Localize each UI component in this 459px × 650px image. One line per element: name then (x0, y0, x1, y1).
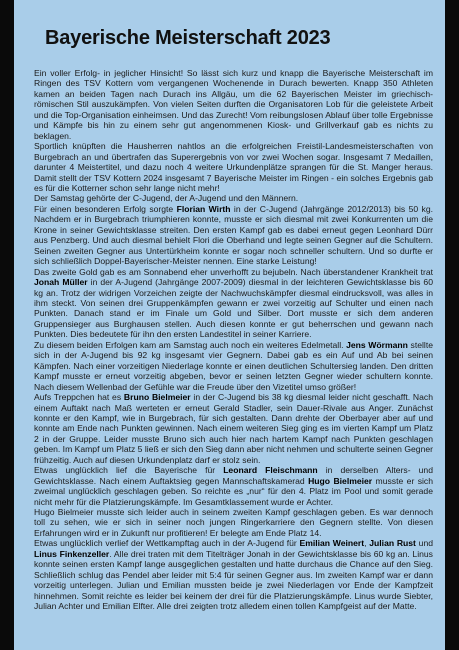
article-paragraph (34, 193, 433, 203)
paragraph-text: stellte sich in der A-Jugend bis 92 kg insgesamt vier Gegnern. Dabei gab es ein Auf und Ab bei seinen Kämpfen. Nach einer vorzeitigen Niederlage konnte er einen deutlichen Schultersieg landen. Den dritten Kampf musste er erneut vorzeitig abgeben, bevor er seinen letzten Gegner wieder schultern konnte. Nach diesem Wellenbad der Gefühle war die Freude über den Vizetitel umso größer! (34, 339, 433, 392)
athlete-name: Linus Finkenzeller (34, 548, 110, 559)
paragraph-text: Ein voller Erfolg- in jeglicher Hinsicht! So lässt sich kurz und knapp die Bayerische Meisterschaft im Ringen des TSV Kottern vom vergangenen Wochenende in Durach bewerten. Knapp 350 Athleten kamen an beiden Tagen nach Durach ins Allgäu, um die 62 Bayerischen Meister im griechisch-römischen Stil auszukämpfen. Von vielen Seiten durften die Organisatoren Lob für die geleistete Arbeit und die Top-Organisation einheimsen. Und das Zurecht! Vom reibungslosen Ablauf über tolle Ergebnisse und Kämpfe bis hin zu einem sehr gut angenommenen Kiosk- und Grillverkauf gab es nichts zu beklagen. (34, 68, 433, 141)
article-paragraph (34, 68, 433, 141)
document-page (14, 0, 445, 650)
athlete-name: Emilian Weinert (299, 538, 365, 549)
paragraph-text: Das zweite Gold gab es am Sonnabend eher unverhofft zu bejubeln. Nach überstandener Krankheit trat (34, 266, 433, 277)
paragraph-text: Der Samstag gehörte der C-Jugend, der A-Jugend und den Männern. (34, 193, 299, 204)
article-paragraph (34, 465, 433, 507)
article-paragraph (34, 267, 433, 340)
article-paragraph (34, 507, 433, 538)
article-paragraph (34, 392, 433, 465)
paragraph-text: musste er sich zweimal unglücklich geschlagen geben. So reichte es „nur“ für den 4. Platz im Pool und somit gerade nicht mehr für die Platzierungskämpfe. Im Gesamtklassement wurde er Achter. (34, 475, 433, 507)
paragraph-text: Zu diesem beiden Erfolgen kam am Samstag auch noch ein weiteres Edelmetall. (34, 339, 347, 350)
article-paragraph (34, 340, 433, 392)
athlete-name: Florian Wirth (176, 203, 231, 214)
paragraph-text: Sportlich knüpften die Hausherren nahtlos an die erfolgreichen Freistil-Landesmeisterschaften von Burgebrach an und übertrafen das Superergebnis von vor zwei Wochen sogar. Insgesamt 7 Medaillen, darunter 4 Meistertitel, und dazu noch 4 weitere Urkundenplätze sprangen für die St. Manger heraus. Damit stellt der TSV Kottern 2024 insgesamt 7 Bayerische Meister im Ringen - ein solches Ergebnis gab es für die Kotterner schon sehr lange nicht mehr! (34, 141, 433, 193)
article-paragraph (34, 204, 433, 267)
athlete-name: Leonard Fleischmann (223, 465, 318, 476)
paragraph-text: Hugo Bielmeier musste sich leider auch in seinem zweiten Kampf geschlagen geben. Es war dennoch toll zu sehen, wie er sich in seiner noch jungen Ringerkarriere den Gegnern stellte. Von diesen Erfahrungen wird er in Zukunft nur profitieren! Er belegte am Ende Platz 14. (34, 507, 433, 538)
athlete-name: Julian Rust (369, 538, 416, 549)
paragraph-text: Etwas unglücklich lief die Bayerische für (34, 465, 224, 476)
article-body (34, 68, 433, 612)
article-paragraph (34, 141, 433, 193)
athlete-name: Bruno Bielmeier (123, 392, 191, 403)
paragraph-text: Etwas unglücklich verlief der Wettkampftag auch in der A-Jugend für (34, 538, 300, 549)
article-paragraph (34, 538, 433, 611)
document-title: Bayerische Meisterschaft 2023 (45, 27, 331, 49)
paragraph-text: Aufs Treppchen hat es (34, 392, 124, 403)
paragraph-text: in derselben Alters- und Gewichtsklasse. Nach einem Auftaktsieg gegen Mannschaftskamerad (34, 465, 433, 486)
athlete-name: Jens Wörmann (346, 339, 408, 350)
paragraph-text: in der A-Jugend (Jahrgänge 2007-2009) diesmal in der leichteren Gewichtsklasse bis 60 kg an. Trotz der widrigen Vorzeichen zeigte der Nachwuchskämpfer diesmal eindrucksvoll, was alles in ihm steckt. Von seinen drei Gruppenkämpfen gewann er zwei vorzeitig auf Schulter und einen nach Punkten. Danach stand er im Finale um Gold und Silber. Dort musste er sich dem anderen Gruppensieger aus Burghausen stellen. Auch diesen konnte er gut beherrschen und gewann nach Punkten. Dies bedeutete für ihn den ersten Landestitel in seiner Karriere. (34, 277, 433, 340)
paragraph-text: und (415, 538, 434, 549)
paragraph-text: in der C-Jugend bis 38 kg diesmal leider nicht geschafft. Nach einem Auftakt nach Maß werteten er erneut Gerald Stadler, sein Dauer-Rivale aus Anger. Zunächst konnte er den Kampf, wie in Burgebrach, für sich gestalten. Dann drehte der Oberbayer aber auf und konnte am Ende nach Punkten gewinnen. Nach einem weiteren Sieg ging es im vierten Kampf um Platz 2 in der Gruppe. Leider musste Bruno sich auch hier nach hartem Kampf nach Punkten geschlagen geben. Im Kampf um Platz 5 ließ er sich den Sieg dann aber nicht nehmen und schulterte seinen Gegner frühzeitig. Auch auf diesen Urkundenplatz darf er stolz sein. (34, 392, 433, 465)
paragraph-text: . Alle drei traten mit dem Titelträger Jonah in der Gewichtsklasse bis 60 kg an. Linus konnte seinen ersten Kampf lange ausgeglichen gestalten und hatte durchaus die Chance auf den Sieg. Schließlich schlug das Pendel aber leider mit 5:4 für seinen Gegner aus. Im zweiten Kampf war er dann vorzeitig unterlegen. Julian und Emilian mussten beide je zwei Niederlagen vor Ende der Kampfzeit hinnehmen. Somit reichte es leider bei keinem der drei für die Platzierungskämpfe. Linus wurde Siebter, Julian Achter und Emilian Elfter. Alle drei zeigten trotz alledem einen tollen Kampfgeist auf der Matte. (34, 548, 433, 612)
paragraph-text: in der C-Jugend (Jahrgänge 2012/2013) bis 50 kg. Nachdem er in Burgebrach triumphieren konnte, musste er sich diesmal mit zwei Konkurrenten um die Krone in seiner Gewichtsklasse streiten. Den ersten Kampf gab es dabei erneut gegen Leonhard Dürr aus Penzberg. Und auch diesmal behielt Flori die Oberhand und legte seinen Gegner auf die Schultern. Seinen zweiten Gegner aus Untertürkheim konnte er sogar noch schneller schultern. Und so durfte er sich schließlich Doppel-Bayerischer-Meister nennen. Eine starke Leistung! (34, 203, 433, 267)
paragraph-text: Für einen besonderen Erfolg sorgte (34, 203, 177, 214)
athlete-name: Hugo Bielmeier (308, 475, 373, 486)
paragraph-text: , (364, 538, 370, 549)
athlete-name: Jonah Müller (34, 277, 88, 288)
